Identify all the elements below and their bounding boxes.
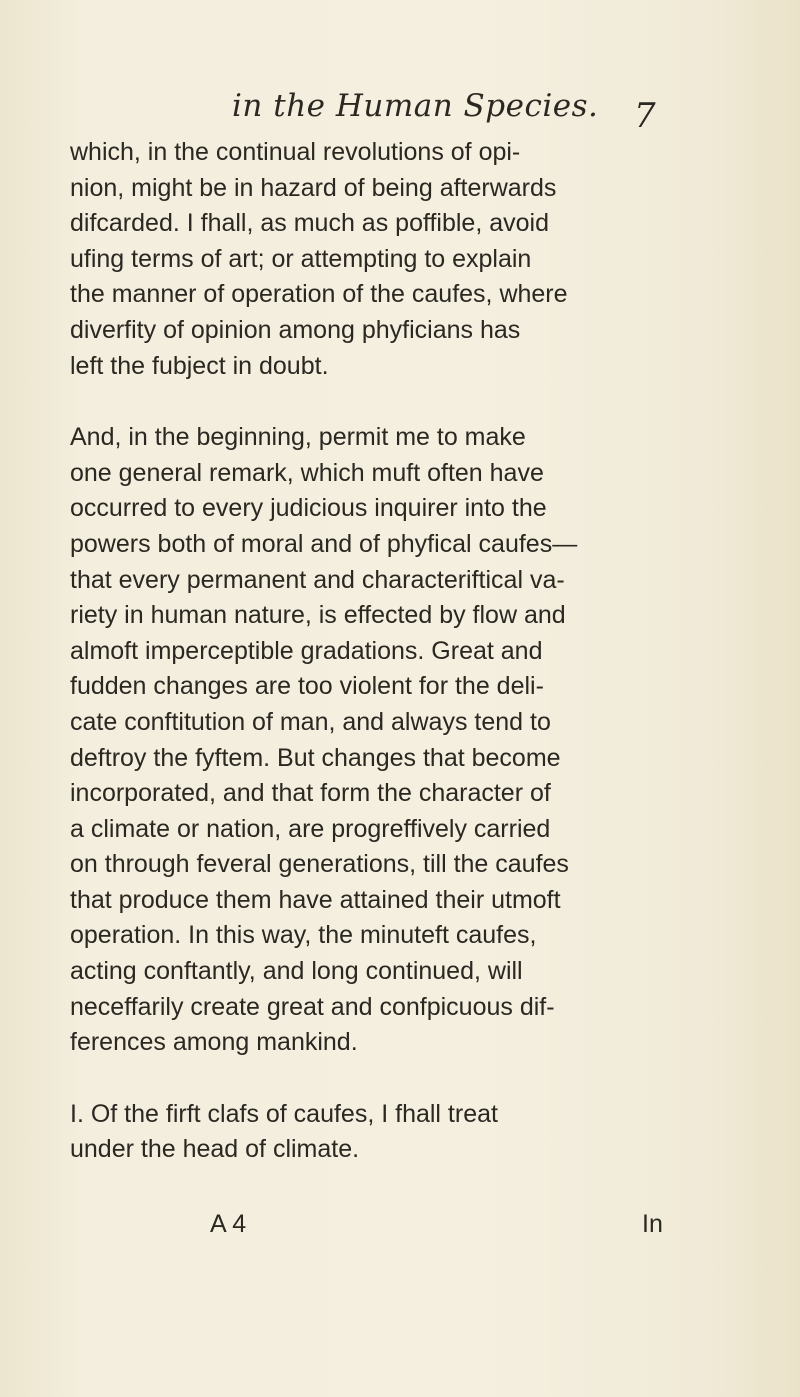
text-line: acting conftantly, and long continued, will bbox=[70, 957, 523, 986]
paragraph-2 bbox=[70, 420, 680, 1061]
body-text bbox=[70, 135, 680, 1168]
text-line: ufing terms of art; or attempting to explain bbox=[70, 244, 532, 273]
text-line: that produce them have attained their utmoft bbox=[70, 885, 561, 914]
text-line: I. Of the firft clafs of caufes, I fhall treat bbox=[70, 1099, 498, 1128]
text-line: powers both of moral and of phyfical caufes— bbox=[70, 529, 578, 558]
signature-mark: A 4 bbox=[210, 1210, 247, 1238]
text-line: under the head of climate. bbox=[70, 1135, 360, 1164]
paragraph-gap bbox=[70, 384, 680, 420]
running-head: in the Human Species. bbox=[232, 88, 599, 124]
text-line: nion, might be in hazard of being afterwards bbox=[70, 173, 557, 202]
text-line: which, in the continual revolutions of opi- bbox=[70, 138, 521, 166]
text-line: ferences among mankind. bbox=[70, 1028, 358, 1057]
text-line: occurred to every judicious inquirer into the bbox=[70, 494, 547, 523]
text-line: operation. In this way, the minuteft caufes, bbox=[70, 921, 537, 950]
catchword: In bbox=[642, 1210, 663, 1238]
text-line: difcarded. I fhall, as much as poffible, avoid bbox=[70, 209, 549, 238]
text-line: neceffarily create great and confpicuous dif- bbox=[70, 992, 555, 1021]
text-line: one general remark, which muft often have bbox=[70, 458, 544, 487]
text-line: incorporated, and that form the character of bbox=[70, 779, 551, 808]
text-line: And, in the beginning, permit me to make bbox=[70, 423, 526, 452]
text-line: cate conftitution of man, and always tend to bbox=[70, 707, 551, 736]
text-line: on through feveral generations, till the caufes bbox=[70, 850, 569, 879]
text-line: almoft imperceptible gradations. Great and bbox=[70, 636, 543, 665]
text-line: left the fubject in doubt. bbox=[70, 351, 329, 380]
text-line: that every permanent and characteriftical va- bbox=[70, 565, 565, 594]
page-number: 7 bbox=[634, 96, 656, 136]
paragraph-gap bbox=[70, 1061, 680, 1097]
text-line: a climate or nation, are progreffively carried bbox=[70, 814, 551, 843]
paragraph-1 bbox=[70, 135, 680, 384]
text-line: deftroy the fyftem. But changes that become bbox=[70, 743, 561, 772]
text-line: the manner of operation of the caufes, where bbox=[70, 280, 568, 309]
text-line: diverfity of opinion among phyficians has bbox=[70, 315, 521, 344]
paragraph-3 bbox=[70, 1097, 680, 1168]
text-line: riety in human nature, is effected by flow and bbox=[70, 601, 566, 630]
text-line: fudden changes are too violent for the deli- bbox=[70, 672, 544, 701]
